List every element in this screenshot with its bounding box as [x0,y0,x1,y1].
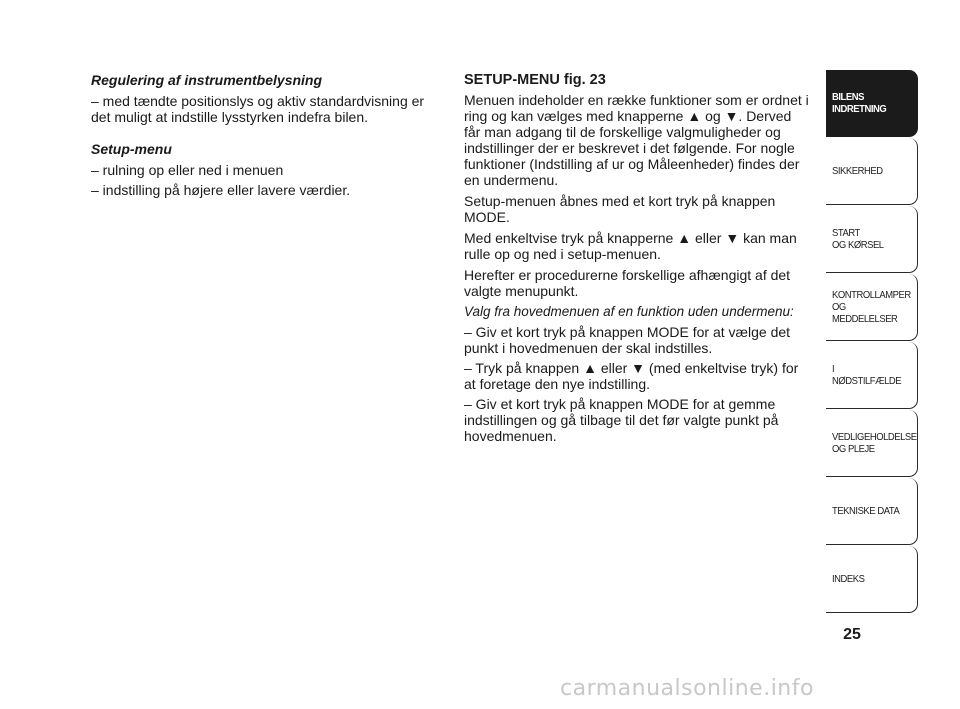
tab-vedligeholdelse[interactable]: VEDLIGEHOLDELSE OG PLEJE [826,410,918,477]
page-number: 25 [843,626,861,643]
section-heading-lighting: Regulering af instrumentbelysning [91,72,323,88]
note-no-submenu: Valg fra hovedmenuen af en funktion uden undermenu: [464,304,794,319]
tab-i-nodstilfaelde[interactable]: I NØDSTILFÆLDE [826,342,918,409]
setup-menu-title: SETUP-MENU fig. 23 [464,72,606,88]
setup-item-scroll: – rulning op eller ned i menuen [91,162,284,178]
tab-start-og-korsel[interactable]: START OG KØRSEL [826,206,918,273]
lighting-paragraph: – med tændte positionslys og aktiv standardvisning er det muligt at indstille lysstyrken indefra bilen. [91,93,425,125]
step-select-item: – Giv et kort tryk på knappen MODE for at vælge det punkt i hovedmenuen der skal indstilles. [464,324,791,356]
tab-bilens-indretning[interactable]: BILENS INDRETNING [826,70,918,137]
right-column [464,72,809,448]
paragraph-menu-intro: Menuen indeholder en række funktioner som er ordnet i ring og kan vælges med knapperne ▲ og ▼. Derved får man adgang til de forskellige valgmuligheder og indstillinger der er beskrevet i det følgende. For nogle funktioner (Indstilling af ur og Måleenheder) findes der en undermenu. [464,92,809,188]
section-heading-setup: Setup-menu [91,141,172,157]
left-column [91,72,431,202]
step-adjust: – Tryk på knappen ▲ eller ▼ (med enkeltvise tryk) for at foretage den nye indstilling. [464,360,799,392]
step-save: – Giv et kort tryk på knappen MODE for at gemme indstillingen og gå tilbage til det før valgte punkt på hovedmenuen. [464,396,779,444]
tab-indeks[interactable]: INDEKS [826,546,918,613]
paragraph-procedures: Herefter er procedurerne forskellige afhængigt af det valgte menupunkt. [464,267,791,299]
tab-kontrollamper[interactable]: KONTROLLAMPER OG MEDDELELSER [826,274,918,341]
tab-tekniske-data[interactable]: TEKNISKE DATA [826,478,918,545]
watermark: carmanualsonline.info [560,676,814,701]
paragraph-scroll: Med enkeltvise tryk på knapperne ▲ eller ▼ kan man rulle op og ned i setup-menuen. [464,230,797,262]
setup-item-adjust: – indstilling på højere eller lavere værdier. [91,182,351,198]
paragraph-open-menu: Setup-menuen åbnes med et kort tryk på knappen MODE. [464,193,776,225]
tab-sikkerhed[interactable]: SIKKERHED [826,138,918,205]
chapter-tab-sidebar [826,70,918,614]
